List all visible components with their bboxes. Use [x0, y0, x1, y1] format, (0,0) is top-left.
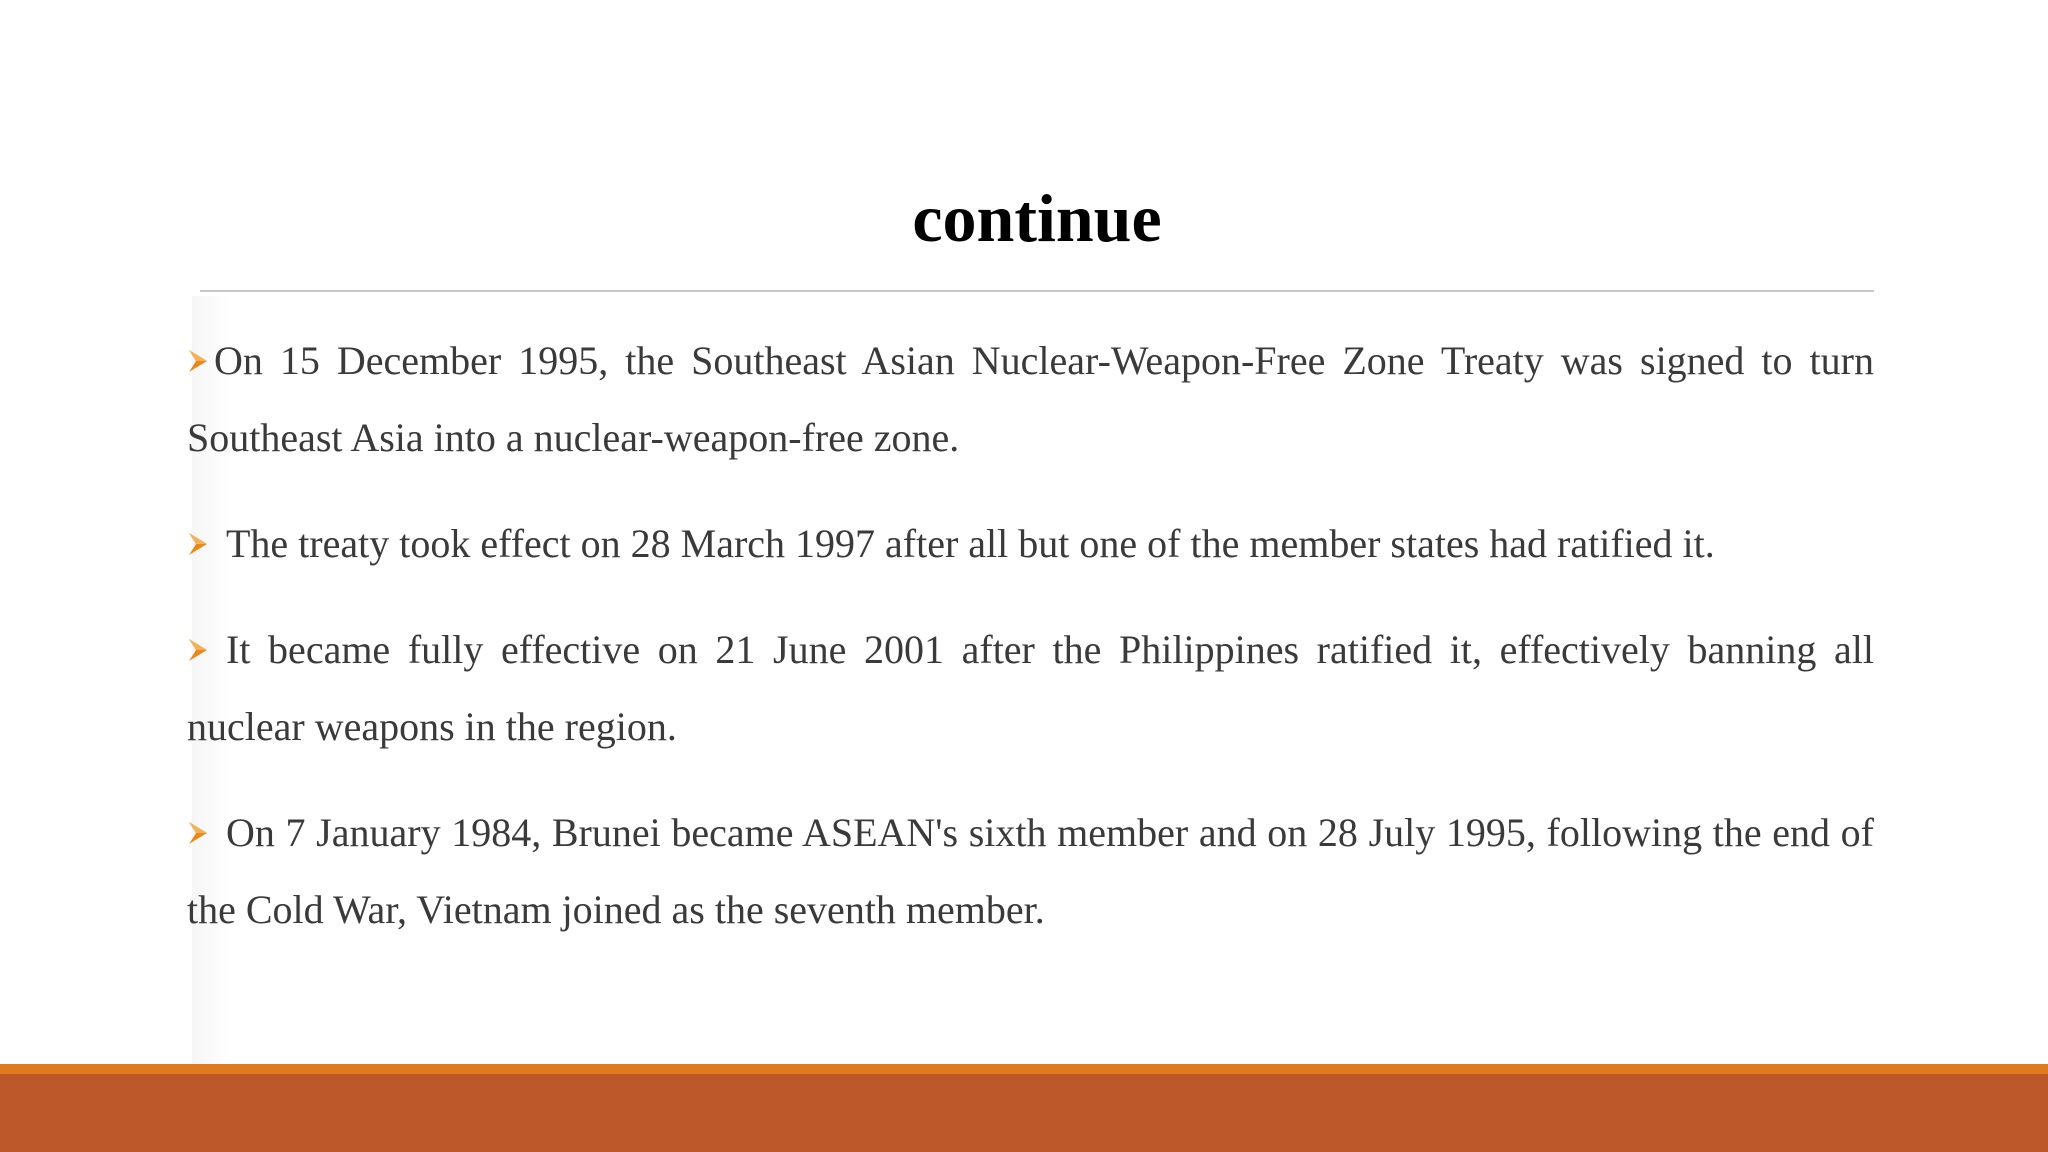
footer-band: [0, 1074, 2048, 1152]
footer-accent-stripe: [0, 1064, 2048, 1074]
arrow-right-icon: [187, 818, 209, 848]
bullet-text: The treaty took effect on 28 March 1997 after all but one of the member states had ratified it.: [226, 521, 1715, 566]
bullet-list: [187, 322, 1874, 977]
slide-title: continue: [912, 180, 1162, 256]
arrow-right-icon: [187, 529, 209, 559]
title-divider: [200, 290, 1874, 292]
arrow-right-icon: [187, 346, 209, 376]
arrow-right-icon: [187, 635, 209, 665]
bullet-item: [187, 322, 1874, 476]
bullet-item: [187, 505, 1874, 582]
bullet-text: On 7 January 1984, Brunei became ASEAN's sixth member and on 28 July 1995, following the end of the Cold War, Vietnam joined as the seventh member.: [187, 810, 1874, 932]
bullet-text: It became fully effective on 21 June 2001 after the Philippines ratified it, effectively banning all nuclear weapons in the region.: [187, 627, 1874, 749]
bullet-item: [187, 611, 1874, 765]
bullet-text: On 15 December 1995, the Southeast Asian Nuclear-Weapon-Free Zone Treaty was signed to turn Southeast Asia into a nuclear-weapon-free zone.: [187, 338, 1874, 460]
bullet-item: [187, 794, 1874, 948]
